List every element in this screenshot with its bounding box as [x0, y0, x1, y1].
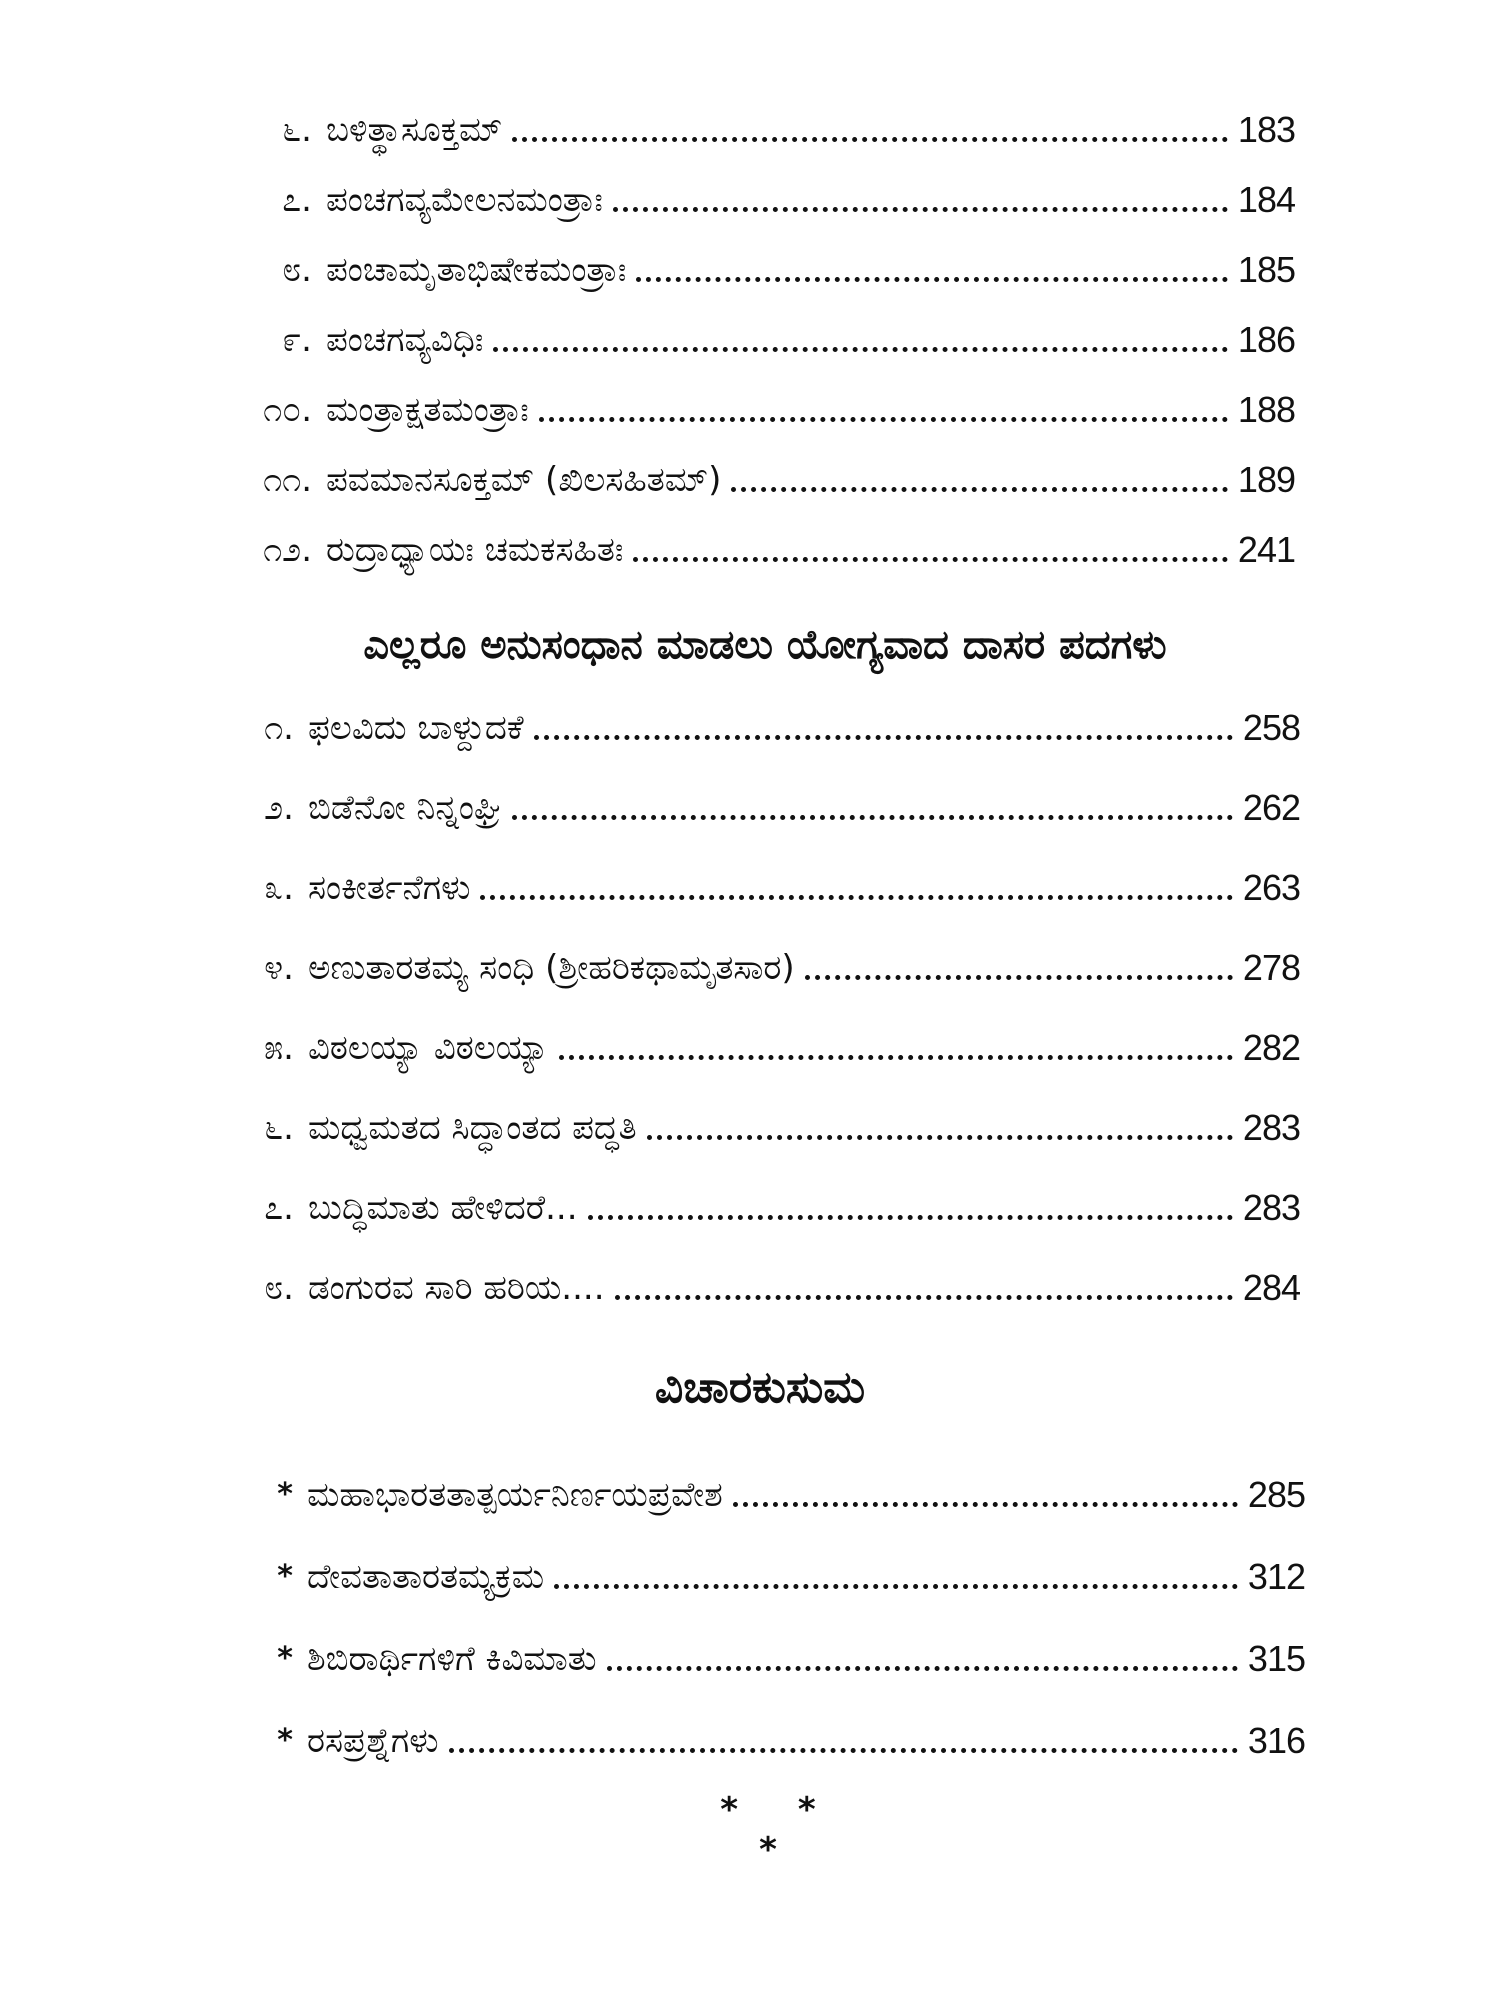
- entry-page: 186: [1237, 319, 1295, 360]
- entry-number: ೫.: [264, 1028, 294, 1068]
- dot-leader: [534, 735, 1233, 740]
- dot-leader: [731, 487, 1228, 492]
- toc-entry: [250, 170, 1295, 230]
- entry-title: ಡಂಗುರವ ಸಾರಿ ಹರಿಯ....: [308, 1268, 605, 1308]
- entry-title: ಪಂಚಗವ್ಯವಿಧಿಃ: [326, 320, 484, 360]
- dot-leader: [805, 975, 1233, 980]
- entry-title: ಮಹಾಭಾರತತಾತ್ಪರ್ಯನಿರ್ಣಯಪ್ರವೇಶ: [307, 1475, 723, 1515]
- entry-number: ೨.: [264, 788, 294, 828]
- dot-leader: [607, 1666, 1238, 1671]
- dot-leader: [512, 137, 1228, 142]
- entry-number: ೭.: [264, 1188, 294, 1228]
- dot-leader: [512, 815, 1233, 820]
- entry-page: 278: [1242, 947, 1300, 988]
- entry-page: 188: [1237, 389, 1295, 430]
- toc-entry: [250, 380, 1295, 440]
- entry-number: ೯.: [282, 320, 312, 360]
- bullet-star: *: [277, 1559, 293, 1594]
- entry-page: 263: [1242, 867, 1300, 908]
- dot-leader: [633, 557, 1228, 562]
- dot-leader: [613, 207, 1228, 212]
- entry-page: 189: [1237, 459, 1295, 500]
- entry-number: ೧೨.: [263, 530, 312, 570]
- entry-title: ಶಿಬಿರಾರ್ಥಿಗಳಿಗೆ ಕಿವಿಮಾತು: [307, 1639, 597, 1679]
- entry-title: ಪಂಚಗವ್ಯಮೇಲನಮಂತ್ರಾಃ: [326, 180, 603, 220]
- toc-entry: [250, 450, 1295, 510]
- toc-entry: [250, 858, 1300, 918]
- dot-leader: [539, 417, 1228, 422]
- entry-number: ೩.: [264, 868, 294, 908]
- dot-leader: [733, 1502, 1238, 1507]
- dot-leader: [588, 1215, 1233, 1220]
- entry-page: 184: [1237, 179, 1295, 220]
- entry-page: 282: [1242, 1027, 1300, 1068]
- entry-title: ಫಲವಿದು ಬಾಳ್ದುದಕೆ: [308, 708, 524, 748]
- dot-leader: [449, 1748, 1238, 1753]
- entry-title: ಪವಮಾನಸೂಕ್ತಮ್ (ಖಿಲಸಹಿತಮ್): [326, 460, 722, 500]
- entry-page: 262: [1242, 787, 1300, 828]
- section-heading: ವಿಚಾರಕುಸುಮ: [654, 1362, 866, 1413]
- entry-title: ಮಧ್ವಮತದ ಸಿದ್ಧಾಂತದ ಪದ್ಧತಿ: [308, 1108, 637, 1148]
- entry-number: ೮.: [282, 250, 312, 290]
- entry-number: ೬.: [264, 1108, 294, 1148]
- toc-entry: [250, 100, 1295, 160]
- toc-entry: [250, 1258, 1300, 1318]
- bullet-star: *: [277, 1641, 293, 1676]
- section-heading: ಎಲ್ಲರೂ ಅನುಸಂಧಾನ ಮಾಡಲು ಯೋಗ್ಯವಾದ ದಾಸರ ಪದಗಳು: [363, 622, 1167, 668]
- toc-entry: [250, 1018, 1300, 1078]
- entry-number: ೭.: [282, 180, 312, 220]
- entry-number: ೧.: [264, 708, 294, 748]
- bullet-star: *: [277, 1723, 293, 1758]
- entry-number: ೬.: [282, 110, 312, 150]
- toc-entry: [250, 310, 1295, 370]
- toc-entry: [250, 1178, 1300, 1238]
- entry-number: ೧೧.: [263, 460, 312, 500]
- dot-leader: [493, 347, 1228, 352]
- entry-title: ದೇವತಾತಾರತಮ್ಯಕ್ರಮ: [307, 1557, 545, 1597]
- dot-leader: [647, 1135, 1233, 1140]
- entry-title: ಬಿಡೆನೋ ನಿನ್ನಂಘ್ರಿ: [308, 788, 503, 828]
- entry-page: 315: [1247, 1638, 1305, 1679]
- entry-title: ರುದ್ರಾಧ್ಯಾಯಃ ಚಮಕಸಹಿತಃ: [326, 530, 624, 570]
- entry-page: 183: [1237, 109, 1295, 150]
- entry-title: ವಿಠಲಯ್ಯಾ ವಿಠಲಯ್ಯಾ: [308, 1028, 549, 1068]
- entry-page: 312: [1247, 1556, 1305, 1597]
- bullet-star: *: [277, 1477, 293, 1512]
- toc-entry: [250, 698, 1300, 758]
- entry-page: 241: [1237, 529, 1295, 570]
- entry-page: 258: [1242, 707, 1300, 748]
- toc-entry: [250, 778, 1300, 838]
- entry-number: ೧೦.: [263, 390, 312, 430]
- dot-leader: [559, 1055, 1233, 1060]
- toc-entry: [265, 1465, 1305, 1525]
- entry-page: 185: [1237, 249, 1295, 290]
- entry-page: 283: [1242, 1107, 1300, 1148]
- dot-leader: [554, 1584, 1238, 1589]
- end-mark: * * *: [720, 1790, 840, 1870]
- entry-title: ಪಂಚಾಮೃತಾಭಿಷೇಕಮಂತ್ರಾಃ: [326, 250, 627, 290]
- entry-page: 284: [1242, 1267, 1300, 1308]
- entry-title: ಅಣುತಾರತಮ್ಯ ಸಂಧಿ (ಶ್ರೀಹರಿಕಥಾಮೃತಸಾರ): [308, 948, 795, 988]
- entry-page: 283: [1242, 1187, 1300, 1228]
- toc-entry: [250, 938, 1300, 998]
- entry-number: ೪.: [264, 948, 294, 988]
- entry-page: 316: [1247, 1720, 1305, 1761]
- dot-leader: [615, 1295, 1233, 1300]
- dot-leader: [636, 277, 1228, 282]
- toc-entry: [250, 240, 1295, 300]
- toc-entry: [265, 1629, 1305, 1689]
- entry-title: ರಸಪ್ರಶ್ನೆಗಳು: [307, 1721, 439, 1761]
- toc-entry: [250, 1098, 1300, 1158]
- toc-entry: [250, 520, 1295, 580]
- entry-title: ಮಂತ್ರಾಕ್ಷತಮಂತ್ರಾಃ: [326, 390, 529, 430]
- entry-title: ಬುದ್ಧಿಮಾತು ಹೇಳಿದರೆ...: [308, 1188, 578, 1228]
- entry-title: ಸಂಕೀರ್ತನೆಗಳು: [308, 868, 471, 908]
- toc-entry: [265, 1547, 1305, 1607]
- entry-number: ೮.: [264, 1268, 294, 1308]
- toc-entry: [265, 1711, 1305, 1771]
- entry-page: 285: [1247, 1474, 1305, 1515]
- dot-leader: [480, 895, 1233, 900]
- entry-title: ಬಳಿತ್ಥಾಸೂಕ್ತಮ್: [326, 110, 503, 150]
